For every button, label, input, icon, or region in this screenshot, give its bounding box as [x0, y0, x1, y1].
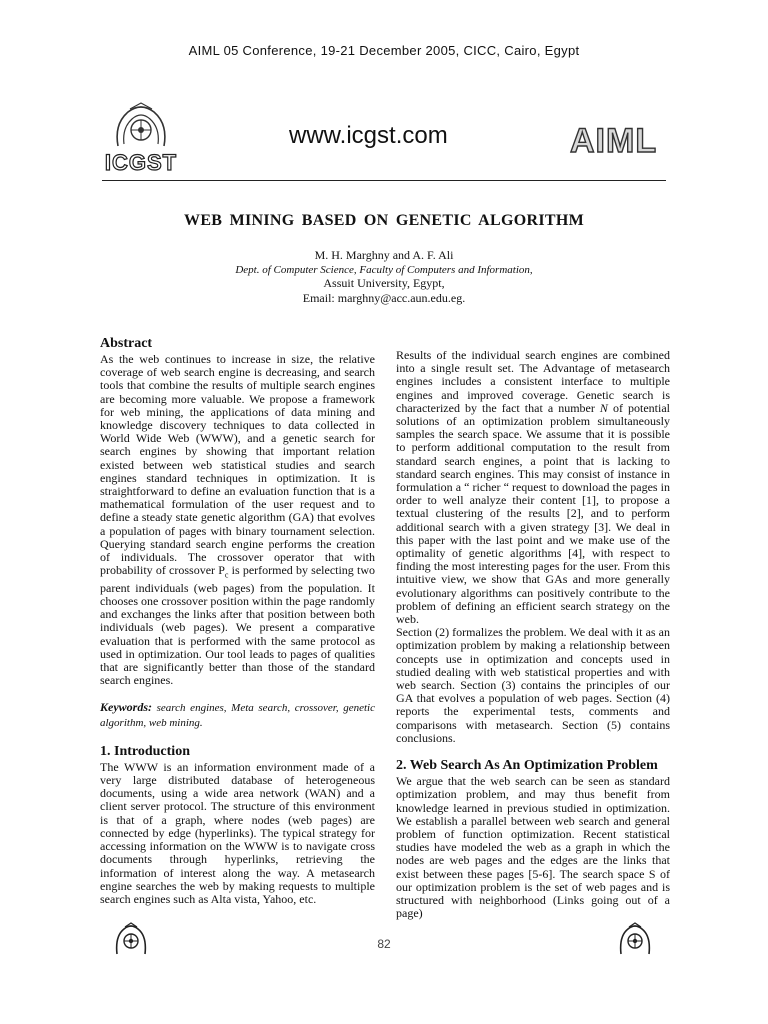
page-number: 82 — [377, 937, 391, 951]
paper-authors: M. H. Marghny and A. F. Ali — [314, 248, 454, 262]
introduction-heading: 1. Introduction — [100, 743, 190, 759]
icgst-logo — [98, 100, 188, 180]
right-paragraph-1-b: of potential solutions of an optimization problem simultaneously samples the search space. We assume that it is possible to perform additional computation to the result from standard search engines, a point that is lacking to standard search engines. This may consist of instance in formulation a “ richer “ request to download the pages in order to well analyze their content [1], to propose a textual clustering of the results [2], and to perform additional search with a given strategy [3]. We deal in this paper with the last point and we make use of the optimality of genetic algorithms [4], with respect to finding the most interesting pages for the user. From this intuitive view, we show that GAs and more generally evolutionary algorithms can positively contribute to the problem of defining an efficient search strategy on the web. — [396, 400, 671, 627]
conference-header: AIML 05 Conference, 19-21 December 2005, CICC, Cairo, Egypt — [188, 43, 580, 58]
abstract-text-part2: is performed by selecting two parent individuals (web pages) from the population. It chooses one crossover position within the page randomly and exchanges the links after that position between both individuals (web pages). We present a comparative evaluation that is performed with the same protocol as used in optimization. Our tool leads to pages of qualities that are significantly better than those of the standard search engines. — [100, 563, 375, 688]
introduction-text: The WWW is an information environment made of a very large distributed database of heterogeneous documents, using a wide area network (WAN) and a client server protocol. The structure of this environment is that of a graph, where nodes (web pages) are connected by edge (hyperlinks). The typical strategy for accessing information on the WWW is to navigate cross documents through hyperlinks, retrieving the information of interest along the way. A metasearch engine searches the web by making requests to multiple search engines such as Alta vista, Yahoo, etc. — [100, 759, 375, 906]
section-2-heading: 2. Web Search As An Optimization Problem — [396, 758, 658, 774]
keywords-text: search engines, Meta search, crossover, genetic algorithm, web mining. — [100, 702, 375, 729]
keywords-label: Keywords: — [100, 700, 152, 715]
right-paragraph-2: Section (2) formalizes the problem. We deal with it as an optimization problem by making a relationship between concepts use in optimization and concepts used in studied dealing with web statistical properties and with web search. Section (3) contains the principles of our GA that evolves a population of web pages. Section (4) reports the experimental tests, comments and comparisons with metasearch. Section (5) contains conclusions. — [396, 625, 670, 745]
abstract-heading: Abstract — [100, 336, 153, 351]
aiml-logo: AIML — [570, 122, 658, 160]
right-paragraph-1-n: N — [599, 400, 608, 415]
header-rule — [102, 180, 666, 181]
abstract-text-part1: As the web continues to increase in size, the relative coverage of web search engine is decreasing, and search tools that combine the results of multiple search engines are becoming more valuable. We propose a framework for web mining, the applications of data mining and knowledge discovery techniques to data collected in World Wide Web (WWW), and a genetic search for search engines by showing that important relation existed between web statistical studies and search engines standard techniques in optimization. It is straightforward to define an evaluation function that is a mathematical formulation of the user request and to define a steady state genetic algorithm (GA) that evolves a population of pages with binary tournament selection. Querying standard search engine performs the creation of individuals. The crossover operator that with probability of crossover P — [100, 352, 375, 578]
right-paragraph-1-a: Results of the individual search engines are combined into a single result set. The Advantage of metasearch engines includes a consistent interface to multiple engines and improved coverage. Genetic search is characterized by the fact that a number — [396, 348, 670, 415]
paper-affiliation: Dept. of Computer Science, Faculty of Computers and Information, — [235, 264, 533, 276]
right-paragraph-1 — [396, 349, 670, 626]
footer-emblem-right-icon — [618, 922, 652, 956]
right-column — [396, 349, 670, 920]
section-2-text: We argue that the web search can be seen as standard optimization problem, and may thus benefit from knowledge learned in previous studied in optimization. We establish a parallel between web search and general problem of function optimization. Recent statistical studies have modeled the web as a graph in which the nodes are web pages and the edges are the links that exist between these pages [5-6]. The search space S of our optimization problem is the set of web pages and is structured with neighborhood (Links going out of a page) — [396, 774, 670, 921]
abstract-text — [100, 353, 375, 687]
site-url: www.icgst.com — [289, 122, 448, 149]
paper-email: Email: marghny@acc.aun.edu.eg. — [302, 291, 466, 305]
icgst-emblem-icon — [110, 100, 172, 152]
keywords — [100, 701, 375, 729]
abstract-pc-subscript: c — [224, 570, 229, 580]
left-column — [100, 336, 375, 906]
paper-university: Assuit University, Egypt, — [323, 276, 445, 290]
icgst-logo-text: ICGST — [104, 150, 178, 175]
paper-title: WEB MINING BASED ON GENETIC ALGORITHM — [184, 212, 584, 229]
